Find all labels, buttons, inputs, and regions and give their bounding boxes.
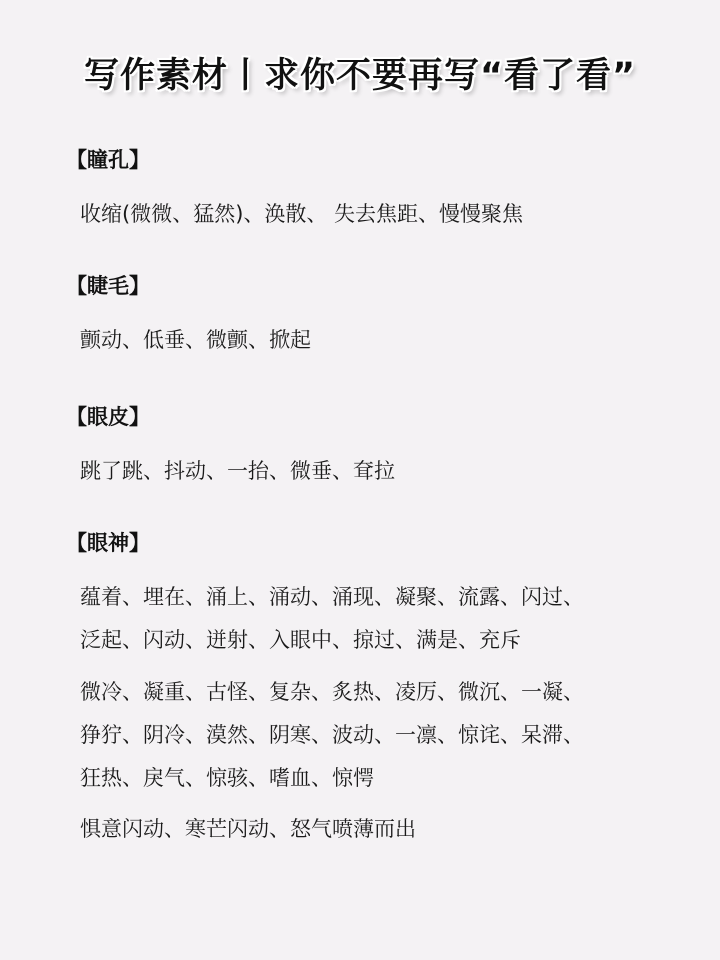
section-line-gaze-1: 蕴着、埋在、涌上、涌动、涌现、凝聚、流露、闪过、 (80, 585, 584, 609)
section-heading-eyelash: 【睫毛】 (66, 274, 150, 298)
section-line-eyelash-1: 颤动、低垂、微颤、掀起 (80, 328, 311, 352)
section-line-gaze-6: 惧意闪动、寒芒闪动、怒气喷薄而出 (80, 817, 416, 841)
section-line-pupil-1: 收缩(微微、猛然)、涣散、 失去焦距、慢慢聚焦 (80, 202, 524, 226)
section-heading-eyelid: 【眼皮】 (66, 405, 150, 429)
section-heading-gaze: 【眼神】 (66, 531, 150, 555)
page-title: 写作素材丨求你不要再写“看了看” (83, 56, 636, 96)
section-line-eyelid-1: 跳了跳、抖动、一抬、微垂、耷拉 (80, 459, 395, 483)
section-line-gaze-4: 狰狞、阴冷、漠然、阴寒、波动、一凛、惊诧、呆滞、 (80, 723, 584, 747)
section-line-gaze-2: 泛起、闪动、迸射、入眼中、掠过、满是、充斥 (80, 628, 521, 652)
section-heading-pupil: 【瞳孔】 (66, 148, 150, 172)
section-line-gaze-3: 微冷、凝重、古怪、复杂、炙热、凌厉、微沉、一凝、 (80, 680, 584, 704)
section-line-gaze-5: 狂热、戾气、惊骇、嗜血、惊愕 (80, 766, 374, 790)
